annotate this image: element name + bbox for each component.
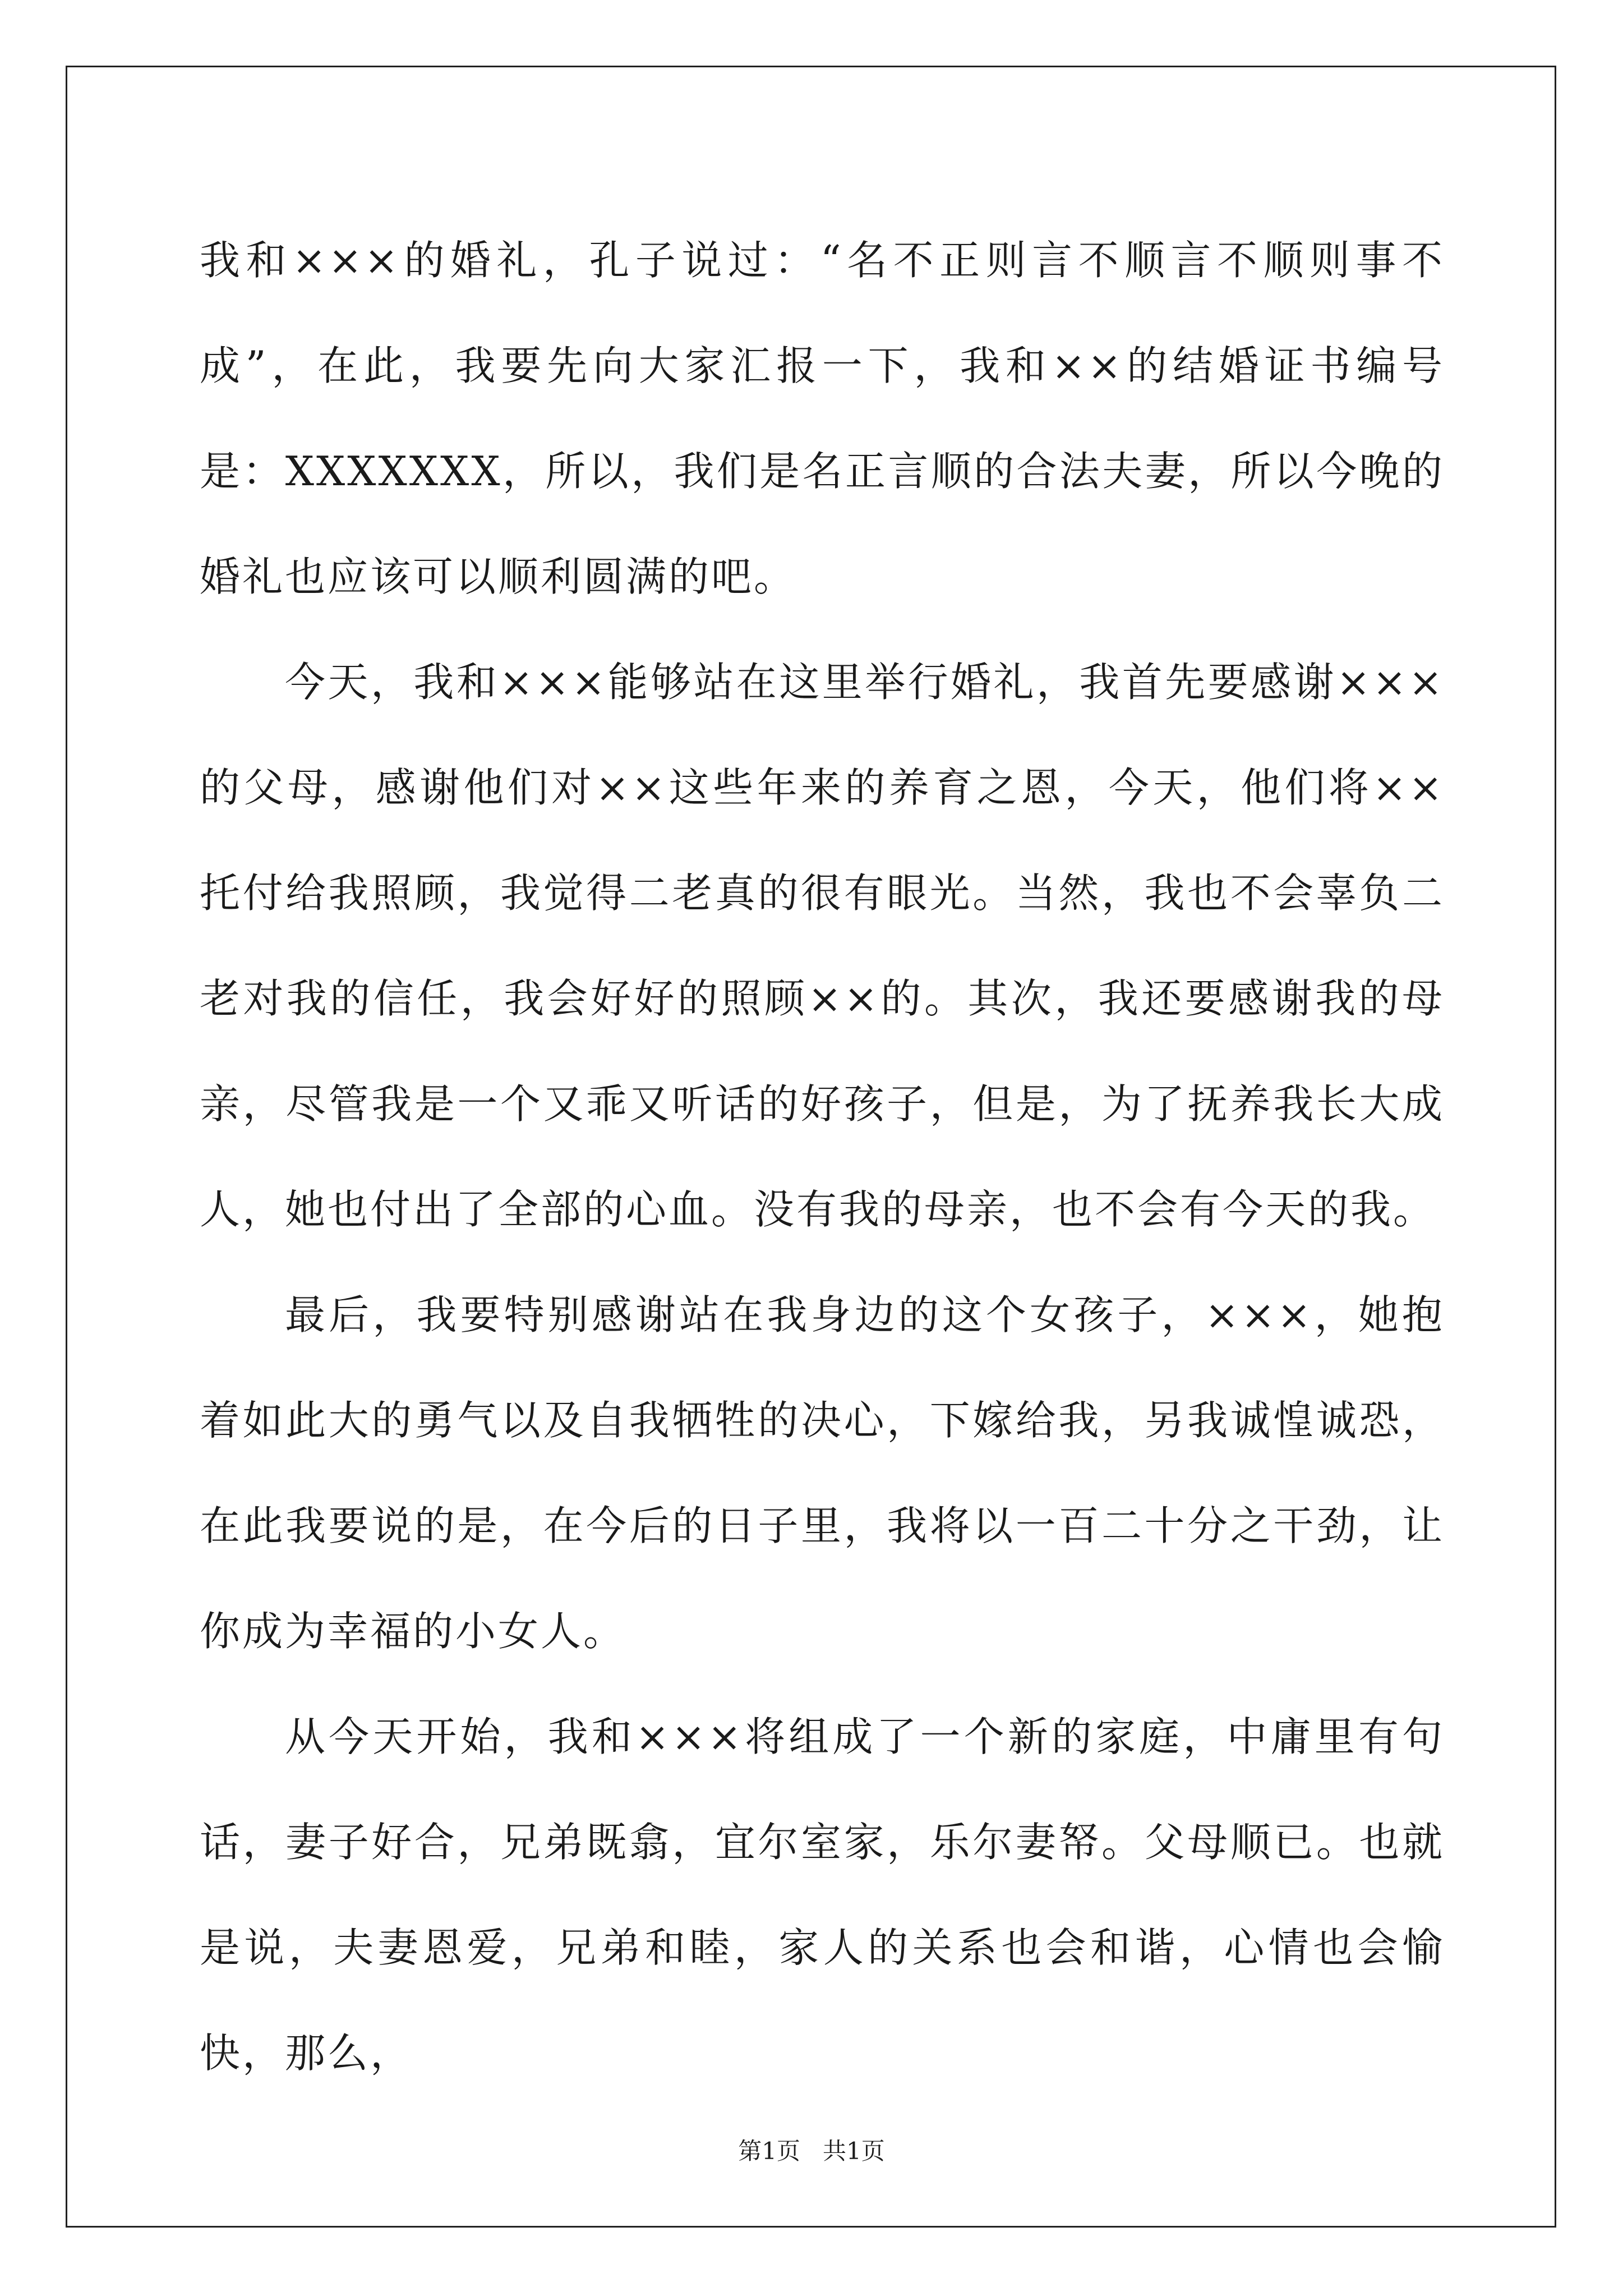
paragraph-2: 今天，我和×××能够站在这里举行婚礼，我首先要感谢×××的父母，感谢他们对××这些年来的养育之恩，今天，他们将××托付给我照顾，我觉得二老真的很有眼光。当然，我也不会辜负二老对我的信任，我会好好的照顾××的。其次，我还要感谢我的母亲，尽管我是一个又乖又听话的好孩子，但是，为了抚养我长大成人，她也付出了全部的心血。没有我的母亲，也不会有今天的我。 bbox=[200, 659, 1445, 1233]
paragraph-1: 我和×××的婚礼，孔子说过：“名不正则言不顺言不顺则事不成”，在此，我要先向大家汇报一下，我和××的结婚证书编号是：XXXXXXX，所以，我们是名正言顺的合法夫妻，所以今晚的婚礼也应该可以顺利圆满的吧。 bbox=[200, 237, 1445, 600]
paragraph-4: 从今天开始，我和×××将组成了一个新的家庭，中庸里有句话，妻子好合，兄弟既翕，宜尔室家，乐尔妻帑。父母顺已。也就是说，夫妻恩爱，兄弟和睦，家人的关系也会和谐，心情也会愉快，那么， bbox=[200, 1713, 1445, 2077]
page-total: 共1页 bbox=[823, 2137, 885, 2165]
page-footer bbox=[0, 2134, 1623, 2168]
page-number: 第1页 bbox=[738, 2137, 800, 2165]
paragraph-3: 最后，我要特别感谢站在我身边的这个女孩子，×××，她抱着如此大的勇气以及自我牺牲的决心，下嫁给我，另我诚惶诚恐，在此我要说的是，在今后的日子里，我将以一百二十分之干劲，让你成为幸福的小女人。 bbox=[200, 1291, 1445, 1655]
document-body bbox=[200, 208, 1445, 2106]
